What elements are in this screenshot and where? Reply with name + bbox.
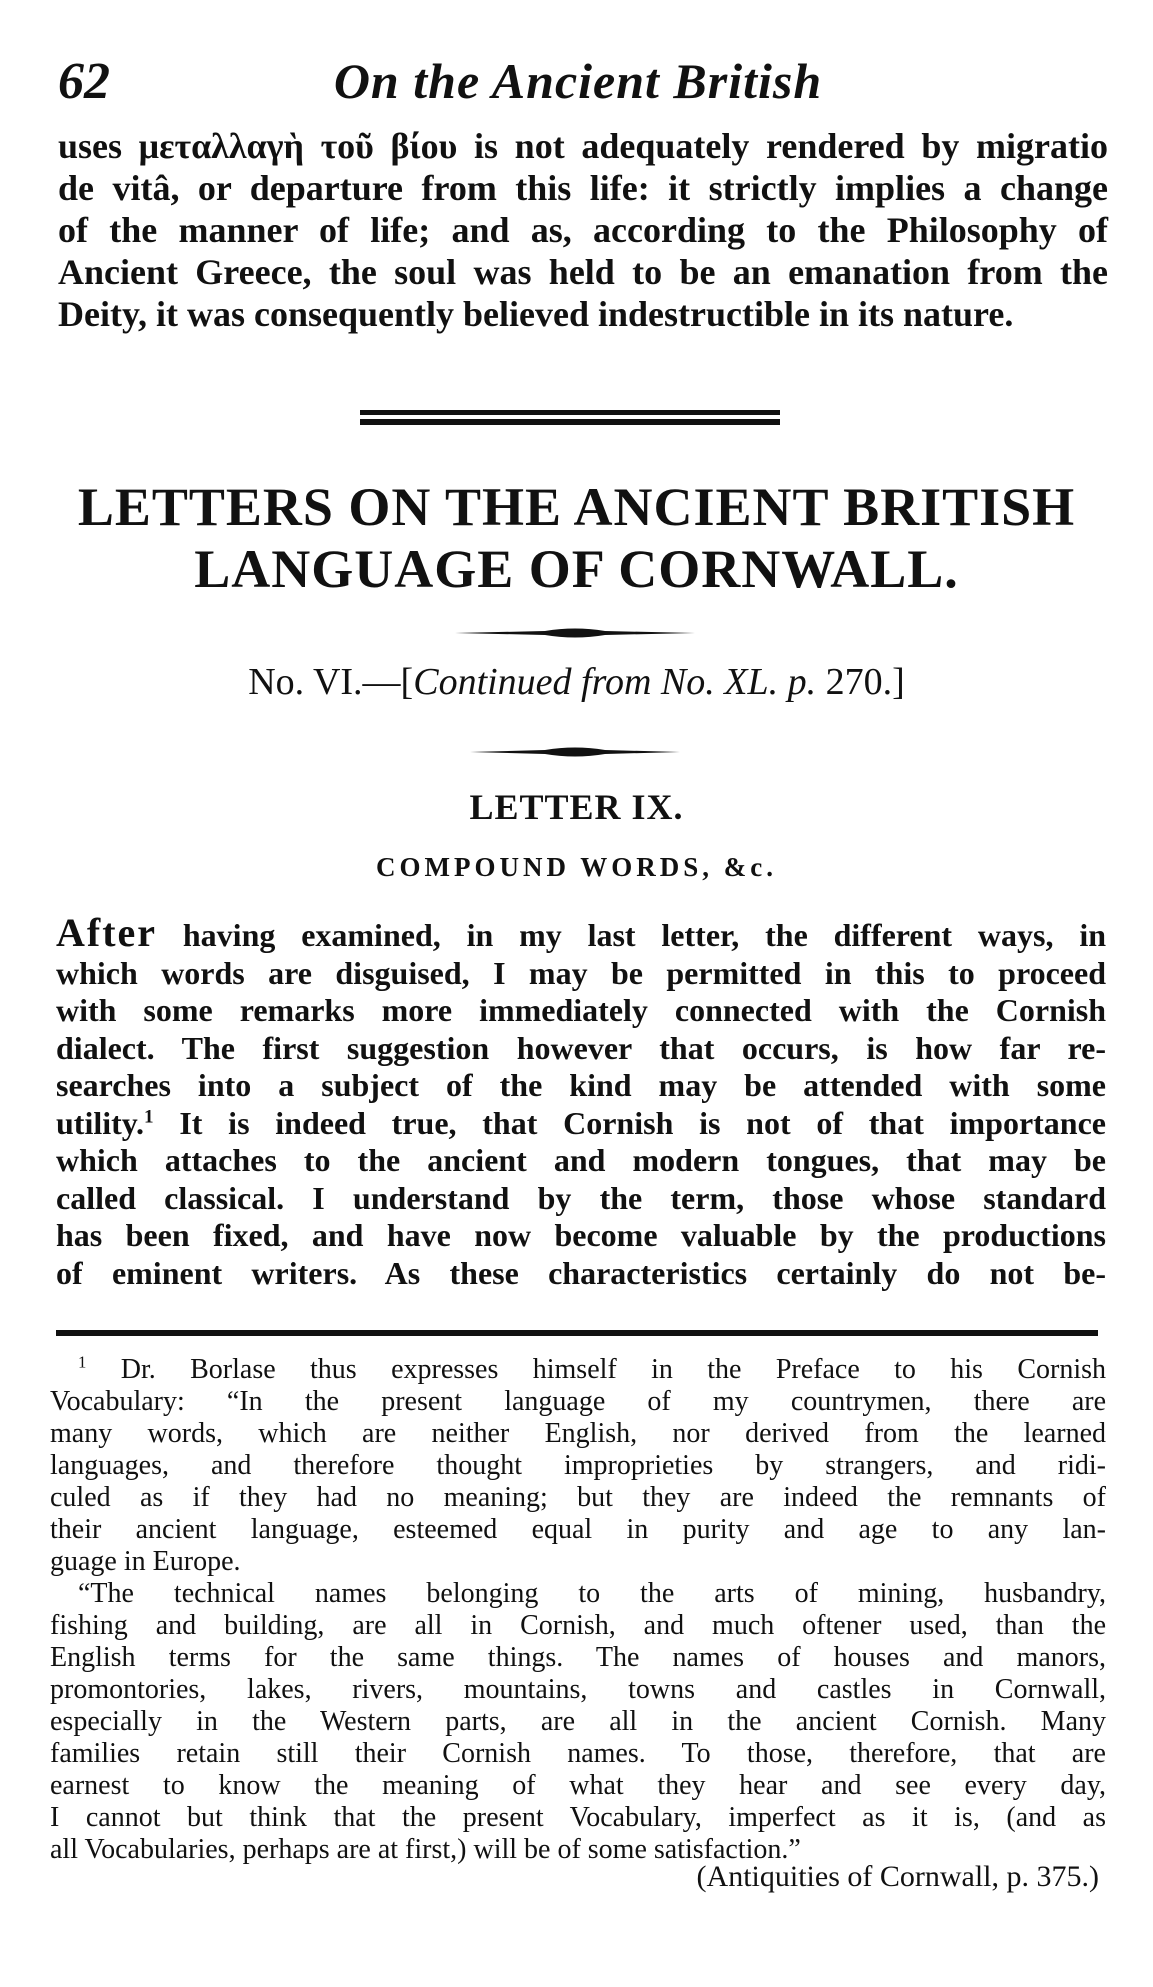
text-fragment: It is indeed true, that Cornish is not of that importance bbox=[153, 1104, 1106, 1141]
footnote-citation: (Antiquities of Cornwall, p. 375.) bbox=[696, 1860, 1099, 1893]
footnote-line: promontories, lakes, rivers, mountains, towns and castles in Cornwall, bbox=[50, 1674, 1106, 1705]
thick-rule-bottom bbox=[360, 419, 780, 425]
letter-heading: LETTER IX. bbox=[469, 787, 684, 827]
divider-shape bbox=[470, 748, 680, 757]
text-line: de vitâ, or departure from this life: it strictly implies a change bbox=[58, 168, 1108, 208]
footnote-block bbox=[50, 1354, 1106, 1866]
text-line: searches into a subject of the kind may be attended with some bbox=[56, 1067, 1106, 1103]
drop-cap: After bbox=[56, 910, 158, 955]
running-head: On the Ancient British bbox=[333, 53, 823, 109]
footnote-line: English terms for the same things. The names of houses and manors, bbox=[50, 1642, 1106, 1673]
footnote-line: many words, which are neither English, nor derived from the learned bbox=[50, 1418, 1106, 1449]
footnote-line: earnest to know the meaning of what they hear and see every day, bbox=[50, 1770, 1106, 1801]
article-title-line-2: LANGUAGE OF CORNWALL. bbox=[194, 539, 959, 599]
footnote-line: their ancient language, esteemed equal in purity and age to any lan- bbox=[50, 1514, 1106, 1545]
page-number: 62 bbox=[58, 53, 110, 110]
body-paragraph bbox=[56, 910, 1106, 1292]
text-line: dialect. The first suggestion however that occurs, is how far re- bbox=[56, 1029, 1106, 1066]
text-line: which attaches to the ancient and modern tongues, that may be bbox=[56, 1142, 1106, 1178]
footnote-line: languages, and therefore thought improprieties by strangers, and ridi- bbox=[50, 1450, 1106, 1481]
footnote-line: families retain still their Cornish names. To those, therefore, that are bbox=[50, 1738, 1106, 1769]
footnote-line: guage in Europe. bbox=[50, 1546, 241, 1577]
text-line: has been fixed, and have now become valuable by the productions bbox=[56, 1217, 1106, 1253]
number-label: No. VI.—[ bbox=[248, 661, 414, 703]
page-header bbox=[58, 52, 1098, 116]
footnote-line: especially in the Western parts, are all in the ancient Cornish. Many bbox=[50, 1706, 1106, 1737]
footnote-line: fishing and building, are all in Cornish, and much oftener used, than the bbox=[50, 1610, 1106, 1641]
text-line: which words are disguised, I may be permitted in this to proceed bbox=[56, 954, 1106, 991]
divider-shape bbox=[455, 629, 695, 638]
text-line: uses μεταλλαγὴ τοῦ βίου is not adequately rendered by migratio bbox=[58, 126, 1108, 166]
footnote-line: I cannot but think that the present Vocabulary, imperfect as it is, (and as bbox=[50, 1802, 1106, 1833]
text-line: Deity, it was consequently believed indestructible in its nature. bbox=[58, 294, 1014, 334]
ornamental-divider bbox=[470, 745, 680, 759]
text-line bbox=[56, 1105, 1106, 1143]
ornamental-divider bbox=[455, 626, 695, 640]
text-line: Ancient Greece, the soul was held to be an emanation from the bbox=[58, 252, 1108, 292]
footnote-marker: 1 bbox=[78, 1352, 87, 1372]
footnote-reference[interactable]: 1 bbox=[144, 1105, 154, 1127]
text-fragment: having examined, in my last letter, the different ways, in bbox=[157, 917, 1106, 953]
section-subheading: COMPOUND WORDS, &c. bbox=[376, 852, 777, 882]
continued-page: 270.] bbox=[816, 661, 905, 703]
intro-paragraph bbox=[58, 125, 1108, 335]
footnote-line: all Vocabularies, perhaps are at first,) will be of some satisfaction.” bbox=[50, 1834, 801, 1865]
text-line bbox=[56, 910, 1106, 955]
text-fragment: utility. bbox=[56, 1104, 145, 1141]
footnote-separator bbox=[56, 1330, 1098, 1336]
thick-rule-top bbox=[360, 410, 780, 415]
footnote-line bbox=[50, 1354, 1106, 1386]
footnote-line: “The technical names belonging to the arts of mining, husbandry, bbox=[78, 1578, 1106, 1609]
text-line: of the manner of life; and as, according to the Philosophy of bbox=[58, 210, 1108, 250]
text-line: called classical. I understand by the term, those whose standard bbox=[56, 1179, 1106, 1216]
article-title-line-1: LETTERS ON THE ANCIENT BRITISH bbox=[77, 477, 1076, 537]
text-line: of eminent writers. As these characteristics certainly do not be- bbox=[56, 1254, 1106, 1291]
text-fragment: Dr. Borlase thus expresses himself in the Preface to his Cornish bbox=[86, 1354, 1106, 1385]
continued-label: Continued from No. XL. p. bbox=[413, 661, 817, 703]
continued-from-line bbox=[0, 660, 1153, 704]
footnote-line: Vocabulary: “In the present language of my countrymen, there are bbox=[50, 1386, 1106, 1417]
footnote-line: culed as if they had no meaning; but they are indeed the remnants of bbox=[50, 1482, 1106, 1513]
text-line: with some remarks more immediately connected with the Cornish bbox=[56, 992, 1106, 1028]
